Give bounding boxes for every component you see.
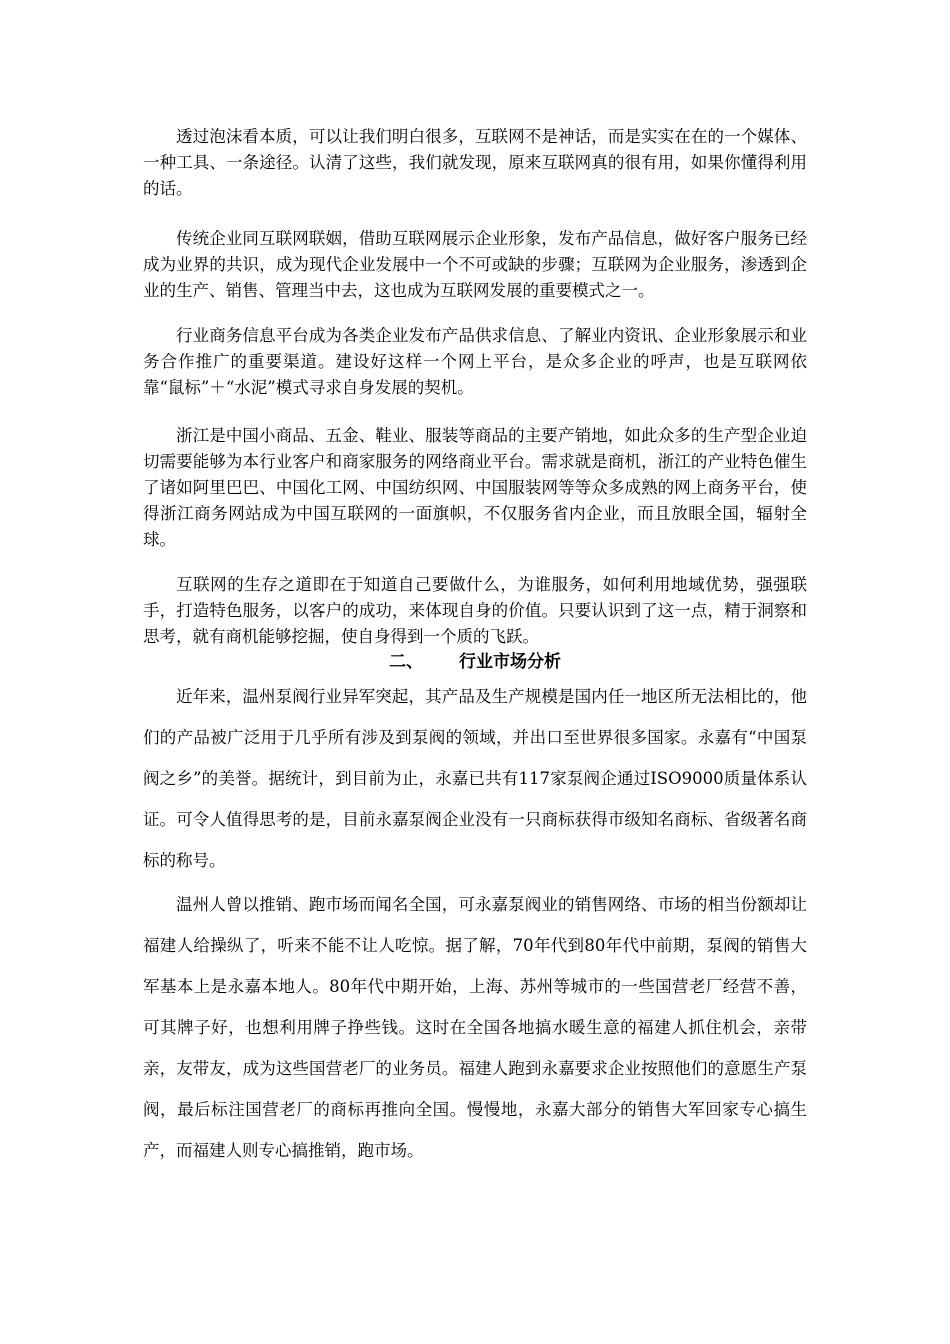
section-heading bbox=[0, 650, 950, 674]
section-number: 二、 bbox=[389, 652, 423, 672]
intro-paragraph-4: 浙江是中国小商品、五金、鞋业、服装等商品的主要产销地，如此众多的生产型企业迫切需要能够为本行业客户和商家服务的网络商业平台。需求就是商机，浙江的产业特色催生了诸如阿里巴巴、中国化工网、中国纺织网、中国服装网等等众多成熟的网上商务平台，使得浙江商务网站成为中国互联网的一面旗帜，不仅服务省内企业，而且放眼全国，辐射全球。 bbox=[143, 426, 807, 549]
section-paragraph-2: 温州人曾以推销、跑市场而闻名全国，可永嘉泵阀业的销售网络、市场的相当份额却让福建人给操纵了，听来不能不让人吃惊。据了解，70年代到80年代中前期，泵阀的销售大军基本上是永嘉本地人。80年代中期开始，上海、苏州等城市的一些国营老厂经营不善，可其牌子好，也想利用牌子挣些钱。这时在全国各地搞水暖生意的福建人抓住机会，亲带亲，友带友，成为这些国营老厂的业务员。福建人跑到永嘉要求企业按照他们的意愿生产泵阀，最后标注国营老厂的商标再推向全国。慢慢地，永嘉大部分的销售大军回家专心搞生产，而福建人则专心搞推销，跑市场。 bbox=[143, 895, 807, 1160]
intro-paragraph-3: 行业商务信息平台成为各类企业发布产品供求信息、了解业内资讯、企业形象展示和业务合作推广的重要渠道。建设好这样一个网上平台，是众多企业的呼声，也是互联网依靠“鼠标”＋“水泥”模式寻求自身发展的契机。 bbox=[143, 326, 807, 397]
section-paragraph-1: 近年来，温州泵阀行业异军突起，其产品及生产规模是国内任一地区所无法相比的，他们的产品被广泛用于几乎所有涉及到泵阀的领域，并出口至世界很多国家。永嘉有“中国泵阀之乡”的美誉。据统计，到目前为止，永嘉已共有117家泵阀企通过ISO9000质量体系认证。可令人值得思考的是，目前永嘉泵阀企业没有一只商标获得市级知名商标、省级著名商标的称号。 bbox=[143, 687, 807, 870]
intro-paragraph-5: 互联网的生存之道即在于知道自己要做什么，为谁服务，如何利用地域优势，强强联手，打造特色服务，以客户的成功，来体现自身的价值。只要认识到了这一点，精于洞察和思考，就有商机能够挖掘，使自身得到一个质的飞跃。 bbox=[143, 575, 807, 646]
section-title: 行业市场分析 bbox=[459, 652, 561, 672]
intro-paragraph-1: 透过泡沫看本质，可以让我们明白很多，互联网不是神话，而是实实在在的一个媒体、一种工具、一条途径。认清了这些，我们就发现，原来互联网真的很有用，如果你懂得利用的话。 bbox=[143, 127, 807, 198]
intro-paragraph-2: 传统企业同互联网联姻，借助互联网展示企业形象，发布产品信息，做好客户服务已经成为业界的共识，成为现代企业发展中一个不可或缺的步骤；互联网为企业服务，渗透到企业的生产、销售、管理当中去，这也成为互联网发展的重要模式之一。 bbox=[143, 229, 807, 300]
